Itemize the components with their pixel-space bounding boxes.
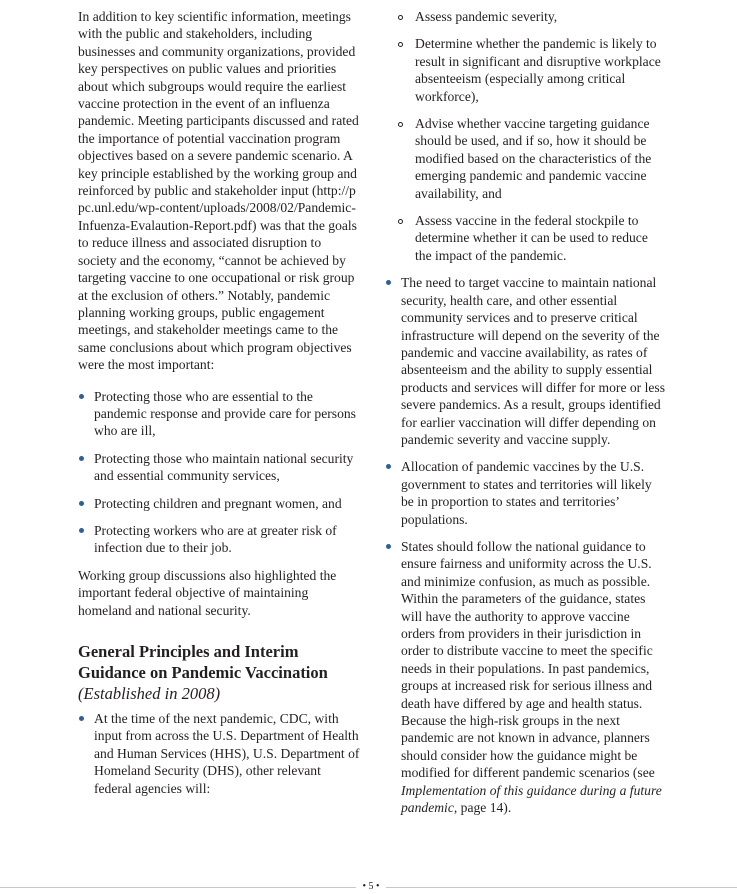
list-item: Protecting those who are essential to the pandemic response and provide care for persons who are ill, — [78, 388, 360, 440]
bullet-icon — [79, 456, 84, 461]
page-number: • 5 • — [356, 881, 386, 893]
list-item: Advise whether vaccine targeting guidance should be used, and if so, how it should be modified based on the characteristics of the emerging pandemic and pandemic vaccine availability, and — [385, 115, 667, 202]
discussion-paragraph: Working group discussions also highlighted the important federal objective of maintaining homeland and national security. — [78, 567, 337, 618]
bullet-icon — [79, 394, 84, 399]
report-link[interactable]: http://ppc.unl.edu/wp-content/uploads/2008/02/Pandemic-Infuenza-Evalaution-Report.pdf — [78, 183, 356, 233]
list-item: Determine whether the pandemic is likely to result in significant and disruptive workplace absenteeism (especially among critical workforce), — [385, 35, 667, 105]
agency-actions-list — [385, 8, 667, 264]
list-item: Protecting workers who are at greater risk of infection due to their job. — [78, 522, 360, 557]
intro-text-end: ) was that the goals to reduce illness and associated disruption to society and the economy, “cannot be achieved by targeting vaccine to one occupational or risk group at the exclusion of others.” Notably, pandemic planning working groups, public engagement meetings, and stakeholder meetings came to the same conclusions about which program objectives were the most important: — [78, 217, 357, 373]
guidance-reference: Implementation of this guidance during a future pandemic — [401, 782, 662, 816]
list-item: Protecting children and pregnant women, and — [78, 495, 360, 512]
list-item — [385, 538, 667, 817]
bullet-icon — [79, 716, 84, 721]
right-column — [385, 8, 667, 826]
principles-list-start — [78, 710, 360, 797]
list-item: The need to target vaccine to maintain national security, health care, and other essential community services and to preserve critical infrastructure will depend on the severity of the pandemic and vaccine availability, as rates of absenteeism and the ability to supply essential products and services will differ for more or less severe pandemics. As a result, groups identified for earlier vaccination will differ depending on pandemic severity and vaccine supply. — [385, 274, 667, 448]
left-column — [78, 8, 360, 807]
list-item: Allocation of pandemic vaccines by the U.S. government to states and territories will likely be in proportion to states and territories’ populations. — [385, 458, 667, 528]
hollow-bullet-icon — [398, 122, 403, 127]
bullet-icon — [79, 528, 84, 533]
hollow-bullet-icon — [398, 15, 403, 20]
states-principle-end: , page 14). — [453, 800, 512, 816]
bullet-icon — [386, 464, 391, 469]
bullet-icon — [79, 501, 84, 506]
objectives-list — [78, 388, 360, 557]
list-item: Assess pandemic severity, — [385, 8, 667, 25]
list-item: Assess vaccine in the federal stockpile to determine whether it can be used to reduce the impact of the pandemic. — [385, 212, 667, 264]
bullet-icon — [386, 544, 391, 549]
section-heading: General Principles and Interim Guidance on Pandemic Vaccination — [78, 642, 328, 682]
principles-list — [385, 274, 667, 816]
hollow-bullet-icon — [398, 42, 403, 47]
section-subheading: (Established in 2008) — [78, 684, 221, 703]
bullet-icon — [386, 280, 391, 285]
intro-paragraph — [78, 8, 360, 374]
list-item: At the time of the next pandemic, CDC, with input from across the U.S. Department of Health and Human Services (HHS), U.S. Department of Homeland Security (DHS), other relevant federal agencies will: — [78, 710, 360, 797]
list-item: Protecting those who maintain national security and essential community services, — [78, 450, 360, 485]
states-principle-text: States should follow the national guidance to ensure fairness and uniformity across the U.S. and minimize confusion, as much as possible. Within the parameters of the guidance, states will have the authority to approve vaccine orders from providers in their jurisdiction in order to distribute vaccine to meet the specific needs in their populations. In past pandemics, groups at increased risk for serious illness and death have differed by age and health status. Because the high-risk groups in the next pandemic are not known in advance, planners should consider how the guidance might be modified for different pandemic scenarios (see — [401, 538, 655, 781]
intro-text-start: In addition to key scientific information, meetings with the public and stakeholders, including businesses and community organizations, provided key perspectives on public values and priorities about which subgroups would require the earliest vaccine protection in the event of an influenza pandemic. Meeting participants discussed and rated the importance of potential vaccination program objectives based on a severe pandemic scenario. A key principle established by the working group and reinforced by public and stakeholder input ( — [78, 9, 359, 199]
hollow-bullet-icon — [398, 219, 403, 224]
